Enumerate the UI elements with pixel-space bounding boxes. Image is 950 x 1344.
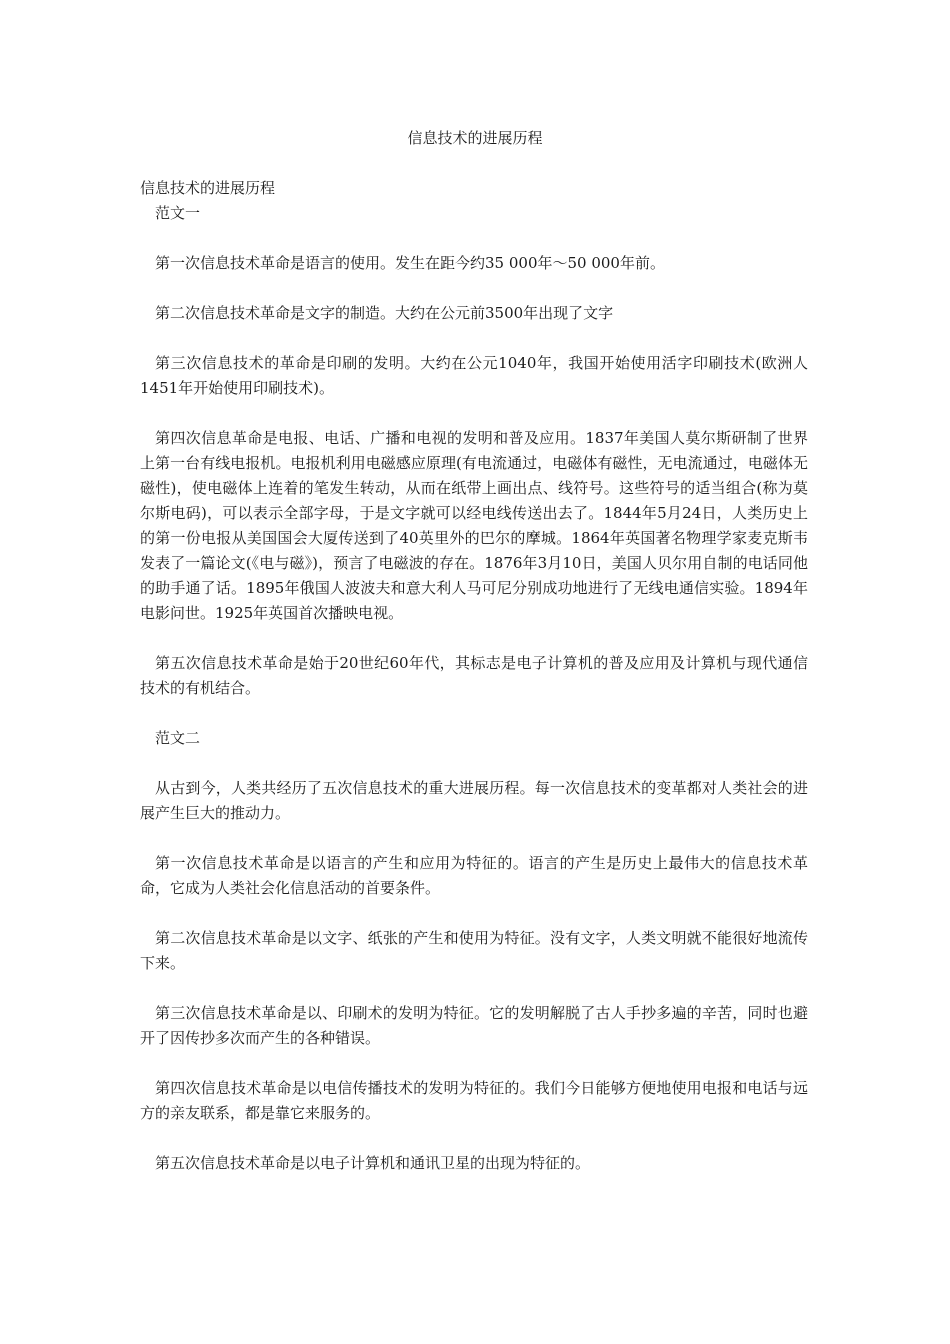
essay2-label: 范文二 [155,729,201,747]
paragraph-gap [140,1051,808,1076]
essay2-paragraph-2: 第一次信息技术革命是以语言的产生和应用为特征的。语言的产生是历史上最伟大的信息技术革命，它成为人类社会化信息活动的首要条件。 [140,854,808,897]
essay2-paragraph-1: 从古到今，人类共经历了五次信息技术的重大进展历程。每一次信息技术的变革都对人类社会的进展产生巨大的推动力。 [140,779,808,822]
essay1-paragraph-2: 第二次信息技术革命是文字的制造。大约在公元前3500年出现了文字 [155,304,614,322]
essay2-paragraph-5: 第四次信息技术革命是以电信传播技术的发明为特征的。我们今日能够方便地使用电报和电话与远方的亲友联系，都是靠它来服务的。 [140,1079,808,1122]
paragraph-gap [140,226,808,251]
essay2-paragraph-6: 第五次信息技术革命是以电子计算机和通讯卫星的出现为特征的。 [155,1154,591,1172]
essay1-label: 范文一 [155,204,201,222]
essay1-paragraph-1: 第一次信息技术革命是语言的使用。发生在距今约35 000年～50 000年前。 [155,254,665,272]
document-title: 信息技术的进展历程 [407,129,543,147]
paragraph-gap [140,901,808,926]
paragraph-gap [140,826,808,851]
paragraph-gap [140,401,808,426]
paragraph-gap [140,976,808,1001]
paragraph-gap [140,751,808,776]
document-subtitle: 信息技术的进展历程 [140,179,276,197]
paragraph-gap [140,701,808,726]
document-body [140,176,808,1176]
paragraph-gap [140,1126,808,1151]
paragraph-gap [140,626,808,651]
essay2-paragraph-4: 第三次信息技术革命是以、印刷术的发明为特征。它的发明解脱了古人手抄多遍的辛苦，同时也避开了因传抄多次而产生的各种错误。 [140,1004,808,1047]
essay2-paragraph-3: 第二次信息技术革命是以文字、纸张的产生和使用为特征。没有文字，人类文明就不能很好地流传下来。 [140,929,808,972]
essay1-paragraph-3: 第三次信息技术的革命是印刷的发明。大约在公元1040年，我国开始使用活字印刷技术(欧洲人1451年开始使用印刷技术)。 [140,354,808,397]
paragraph-gap [140,276,808,301]
essay1-paragraph-5: 第五次信息技术革命是始于20世纪60年代，其标志是电子计算机的普及应用及计算机与现代通信技术的有机结合。 [140,654,808,697]
paragraph-gap [140,326,808,351]
essay1-paragraph-4: 第四次信息革命是电报、电话、广播和电视的发明和普及应用。1837年美国人莫尔斯研制了世界上第一台有线电报机。电报机利用电磁感应原理(有电流通过，电磁体有磁性，无电流通过，电磁体无磁性)，使电磁体上连着的笔发生转动，从而在纸带上画出点、线符号。这些符号的适当组合(称为莫尔斯电码)，可以表示全部字母，于是文字就可以经电线传送出去了。1844年5月24日，人类历史上的第一份电报从美国国会大厦传送到了40英里外的巴尔的摩城。1864年英国著名物理学家麦克斯韦发表了一篇论文(《电与磁》)，预言了电磁波的存在。1876年3月10日，美国人贝尔用自制的电话同他的助手通了话。1895年俄国人波波夫和意大利人马可尼分别成功地进行了无线电通信实验。1894年电影问世。1925年英国首次播映电视。 [140,429,808,622]
